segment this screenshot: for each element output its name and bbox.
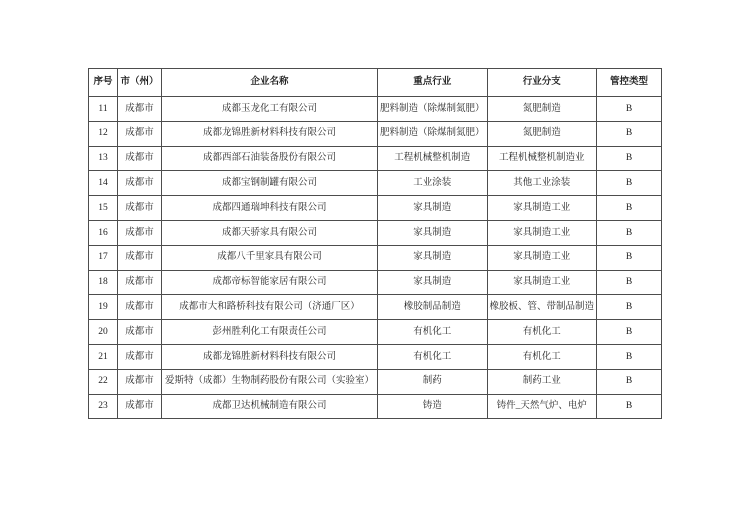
cell-control: B: [597, 344, 662, 369]
cell-control: B: [597, 146, 662, 171]
cell-city: 成都市: [118, 220, 162, 245]
cell-branch: 有机化工: [487, 320, 597, 345]
table-row: [89, 394, 662, 419]
cell-seq: 13: [89, 146, 118, 171]
cell-control: B: [597, 369, 662, 394]
cell-industry: 家具制造: [378, 196, 488, 221]
cell-industry: 工程机械整机制造: [378, 146, 488, 171]
table-body: [89, 97, 662, 419]
cell-company: 成都八千里家具有限公司: [162, 245, 378, 270]
cell-seq: 15: [89, 196, 118, 221]
cell-seq: 21: [89, 344, 118, 369]
table-row: [89, 171, 662, 196]
cell-industry: 有机化工: [378, 320, 488, 345]
cell-seq: 14: [89, 171, 118, 196]
cell-industry: 家具制造: [378, 270, 488, 295]
cell-branch: 家具制造工业: [487, 220, 597, 245]
table-row: [89, 196, 662, 221]
cell-branch: 家具制造工业: [487, 245, 597, 270]
cell-city: 成都市: [118, 369, 162, 394]
cell-company: 彭州胜利化工有限责任公司: [162, 320, 378, 345]
cell-company: 成都卫达机械制造有限公司: [162, 394, 378, 419]
cell-industry: 家具制造: [378, 245, 488, 270]
cell-company: 成都西部石油装备股份有限公司: [162, 146, 378, 171]
cell-company: 成都市大和路桥科技有限公司（济通厂区）: [162, 295, 378, 320]
cell-control: B: [597, 97, 662, 122]
cell-control: B: [597, 270, 662, 295]
cell-city: 成都市: [118, 344, 162, 369]
cell-city: 成都市: [118, 196, 162, 221]
cell-seq: 11: [89, 97, 118, 122]
cell-city: 成都市: [118, 171, 162, 196]
table-header-row: [89, 69, 662, 97]
table-row: [89, 220, 662, 245]
company-table: [88, 68, 662, 419]
cell-company: 成都龙锦胜新材料科技有限公司: [162, 121, 378, 146]
cell-branch: 工程机械整机制造业: [487, 146, 597, 171]
table-row: [89, 320, 662, 345]
cell-branch: 家具制造工业: [487, 270, 597, 295]
cell-branch: 其他工业涂装: [487, 171, 597, 196]
cell-seq: 16: [89, 220, 118, 245]
header-company: 企业名称: [162, 69, 378, 97]
cell-industry: 橡胶制品制造: [378, 295, 488, 320]
cell-company: 成都宝钢制罐有限公司: [162, 171, 378, 196]
cell-industry: 家具制造: [378, 220, 488, 245]
cell-industry: 制药: [378, 369, 488, 394]
cell-branch: 橡胶板、管、带制品制造: [487, 295, 597, 320]
cell-seq: 18: [89, 270, 118, 295]
cell-control: B: [597, 171, 662, 196]
cell-city: 成都市: [118, 146, 162, 171]
header-industry: 重点行业: [378, 69, 488, 97]
table-row: [89, 97, 662, 122]
cell-seq: 12: [89, 121, 118, 146]
cell-company: 成都天骄家具有限公司: [162, 220, 378, 245]
cell-company: 成都帝标智能家居有限公司: [162, 270, 378, 295]
cell-control: B: [597, 320, 662, 345]
cell-branch: 制药工业: [487, 369, 597, 394]
cell-industry: 肥料制造（除煤制氮肥）: [378, 121, 488, 146]
table-row: [89, 270, 662, 295]
cell-control: B: [597, 245, 662, 270]
cell-control: B: [597, 220, 662, 245]
cell-control: B: [597, 196, 662, 221]
table-row: [89, 146, 662, 171]
cell-branch: 氮肥制造: [487, 121, 597, 146]
header-branch: 行业分支: [487, 69, 597, 97]
cell-industry: 有机化工: [378, 344, 488, 369]
cell-company: 成都四通瑞坤科技有限公司: [162, 196, 378, 221]
cell-branch: 铸件_天然气炉、电炉: [487, 394, 597, 419]
cell-branch: 家具制造工业: [487, 196, 597, 221]
cell-control: B: [597, 121, 662, 146]
cell-company: 成都玉龙化工有限公司: [162, 97, 378, 122]
table-row: [89, 245, 662, 270]
cell-city: 成都市: [118, 270, 162, 295]
cell-city: 成都市: [118, 394, 162, 419]
cell-seq: 17: [89, 245, 118, 270]
cell-control: B: [597, 394, 662, 419]
cell-industry: 肥料制造（除煤制氮肥）: [378, 97, 488, 122]
cell-city: 成都市: [118, 320, 162, 345]
cell-city: 成都市: [118, 121, 162, 146]
cell-seq: 20: [89, 320, 118, 345]
cell-branch: 有机化工: [487, 344, 597, 369]
cell-city: 成都市: [118, 97, 162, 122]
table-row: [89, 369, 662, 394]
cell-seq: 23: [89, 394, 118, 419]
cell-city: 成都市: [118, 295, 162, 320]
cell-industry: 铸造: [378, 394, 488, 419]
table-row: [89, 344, 662, 369]
cell-control: B: [597, 295, 662, 320]
table-row: [89, 295, 662, 320]
cell-city: 成都市: [118, 245, 162, 270]
header-seq: 序号: [89, 69, 118, 97]
header-city: 市（州）: [118, 69, 162, 97]
header-control: 管控类型: [597, 69, 662, 97]
cell-branch: 氮肥制造: [487, 97, 597, 122]
table-header: [89, 69, 662, 97]
cell-seq: 22: [89, 369, 118, 394]
cell-company: 成都龙锦胜新材料科技有限公司: [162, 344, 378, 369]
cell-industry: 工业涂装: [378, 171, 488, 196]
cell-company: 爱斯特（成都）生物制药股份有限公司（实验室）: [162, 369, 378, 394]
table-row: [89, 121, 662, 146]
cell-seq: 19: [89, 295, 118, 320]
